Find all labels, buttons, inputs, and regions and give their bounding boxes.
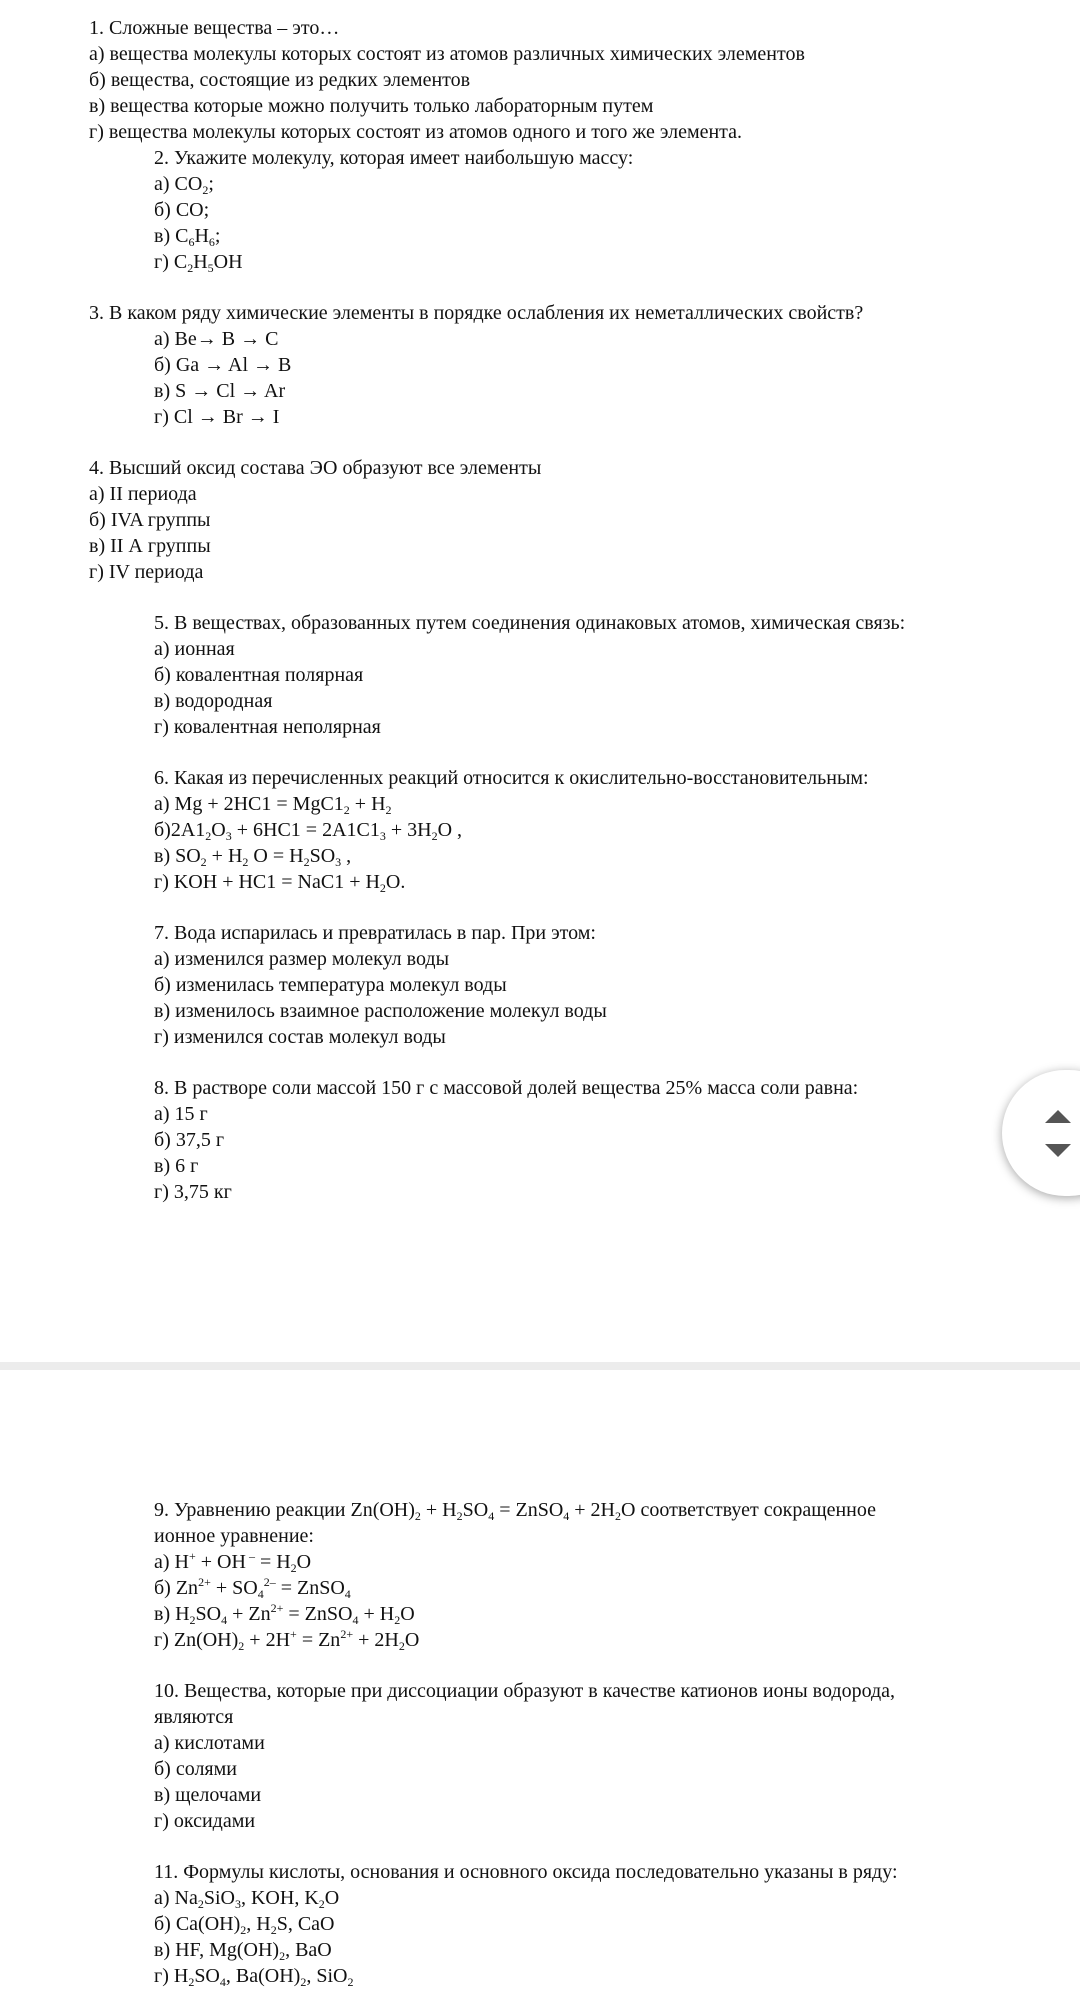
option-b: б) вещества, состоящие из редких элементов bbox=[89, 69, 471, 91]
question-1 bbox=[89, 15, 805, 145]
option-a: а) $Mg + 2HC1 = MgC1_2 + H_2$ bbox=[154, 793, 392, 817]
option-d: г) IV периода bbox=[89, 561, 204, 583]
page-separator bbox=[0, 1362, 1080, 1370]
option-a: а) $Na_2SiO_3$, KOH, $K_2O$ bbox=[154, 1887, 340, 1911]
option-b: б) $Zn^{2+} + SO_4^{2-}$ = ZnSO$_4$ bbox=[154, 1575, 351, 1601]
option-d: г) вещества молекулы которых состоят из атомов одного и того же элемента. bbox=[89, 121, 743, 143]
option-a: а) $CO_2$; bbox=[154, 173, 214, 197]
option-a: а) H+ + OH $^- = H_2O$ bbox=[154, 1549, 312, 1575]
option-b: б) Ga → Al → B bbox=[154, 354, 292, 376]
option-a: а) 15 г bbox=[154, 1103, 208, 1125]
option-d: г) ковалентная неполярная bbox=[154, 716, 381, 738]
question-text: 3. В каком ряду химические элементы в порядке ослабления их неметаллических свойств? bbox=[89, 302, 864, 324]
question-text: 11. Формулы кислоты, основания и основного оксида последовательно указаны в ряду: bbox=[154, 1861, 898, 1883]
option-b: б) 37,5 г bbox=[154, 1129, 225, 1151]
option-b: б) изменилась температура молекул воды bbox=[154, 974, 507, 996]
option-c: в) щелочами bbox=[154, 1784, 262, 1806]
question-text: 1. Сложные вещества – это… bbox=[89, 17, 340, 39]
option-d: г) Cl → Br → I bbox=[154, 406, 280, 428]
option-b: б) ковалентная полярная bbox=[154, 664, 364, 686]
question-4 bbox=[89, 455, 541, 585]
question-text-continued: ионное уравнение: bbox=[154, 1525, 314, 1547]
option-c: в) водородная bbox=[154, 690, 273, 712]
option-d: г) $H_2SO_4$, $Ba(OH)_2$, SiO$_2$ bbox=[154, 1965, 354, 1989]
option-a: а) Be→ B → C bbox=[154, 328, 279, 350]
question-6 bbox=[154, 765, 869, 895]
question-10 bbox=[154, 1678, 895, 1834]
option-d: г) KOH + $HC1 = NaC1 + H_2O$. bbox=[154, 871, 406, 895]
option-a: а) ионная bbox=[154, 638, 235, 660]
option-b: $б)2A1_2O_3 + 6HC1 = 2A1C1_3 + 3H_2O$ , bbox=[154, 819, 463, 843]
question-text: 6. Какая из перечисленных реакций относится к окислительно-восстановительным: bbox=[154, 767, 869, 789]
document-page-2 bbox=[0, 1370, 1080, 1989]
option-c: в) HF, $Mg(OH)_2$, BaO bbox=[154, 1939, 332, 1963]
option-d: г) оксидами bbox=[154, 1810, 256, 1832]
option-c: в) вещества которые можно получить только лабораторным путем bbox=[89, 95, 654, 117]
option-d: г) 3,75 кг bbox=[154, 1181, 232, 1203]
question-3 bbox=[89, 300, 863, 430]
option-c: в) $H_2SO_4 + Zn^{2+}$ = ZnSO$_4$ + $H_2O$ bbox=[154, 1601, 415, 1627]
question-2 bbox=[154, 145, 633, 275]
question-9 bbox=[154, 1497, 876, 1653]
question-text: 5. В веществах, образованных путем соединения одинаковых атомов, химическая связь: bbox=[154, 612, 906, 634]
question-11 bbox=[154, 1859, 898, 1989]
question-text: 4. Высший оксид состава ЭО образуют все элементы bbox=[89, 457, 542, 479]
option-a: а) вещества молекулы которых состоят из атомов различных химических элементов bbox=[89, 43, 805, 65]
question-text: 9. Уравнению реакции $Zn(OH)_2 + H_2SO_4$ = ZnSO$_4$ + $2H_2O$ соответствует сокращенное bbox=[154, 1499, 877, 1523]
question-text: 2. Укажите молекулу, которая имеет наибольшую массу: bbox=[154, 147, 634, 169]
question-7 bbox=[154, 920, 607, 1050]
option-a: а) II периода bbox=[89, 483, 197, 505]
option-b: б) IVA группы bbox=[89, 509, 211, 531]
option-b: б) CO; bbox=[154, 199, 210, 221]
question-text-continued: являются bbox=[154, 1706, 234, 1728]
option-a: а) изменился размер молекул воды bbox=[154, 948, 450, 970]
option-d: г) изменился состав молекул воды bbox=[154, 1026, 446, 1048]
option-b: б) солями bbox=[154, 1758, 237, 1780]
question-text: 10. Вещества, которые при диссоциации образуют в качестве катионов ионы водорода, bbox=[154, 1680, 896, 1702]
question-5 bbox=[154, 610, 905, 740]
question-text: 7. Вода испарилась и превратилась в пар. При этом: bbox=[154, 922, 596, 944]
question-8 bbox=[154, 1075, 858, 1205]
option-c: в) изменилось взаимное расположение молекул воды bbox=[154, 1000, 607, 1022]
option-b: б) $Ca(OH)_2$, $H_2S$, CaO bbox=[154, 1913, 335, 1937]
option-c: в) S → Cl → Ar bbox=[154, 380, 286, 402]
option-d: г) $Zn(OH)_2 + 2H^+ = Zn^{2+} + 2H_2O$ bbox=[154, 1627, 420, 1653]
option-d: г) $C_2H_5OH$ bbox=[154, 251, 243, 275]
triangle-up-icon[interactable] bbox=[1045, 1110, 1071, 1123]
option-c: в) II А группы bbox=[89, 535, 211, 557]
triangle-down-icon[interactable] bbox=[1045, 1144, 1071, 1157]
option-c: в) $C_6H_6$; bbox=[154, 225, 221, 249]
question-text: 8. В растворе соли массой 150 г с массовой долей вещества 25% масса соли равна: bbox=[154, 1077, 859, 1099]
option-c: в) 6 г bbox=[154, 1155, 199, 1177]
option-a: а) кислотами bbox=[154, 1732, 265, 1754]
option-c: в) $SO_2 + H_2$ $O = H_2SO_3$ , bbox=[154, 845, 352, 869]
